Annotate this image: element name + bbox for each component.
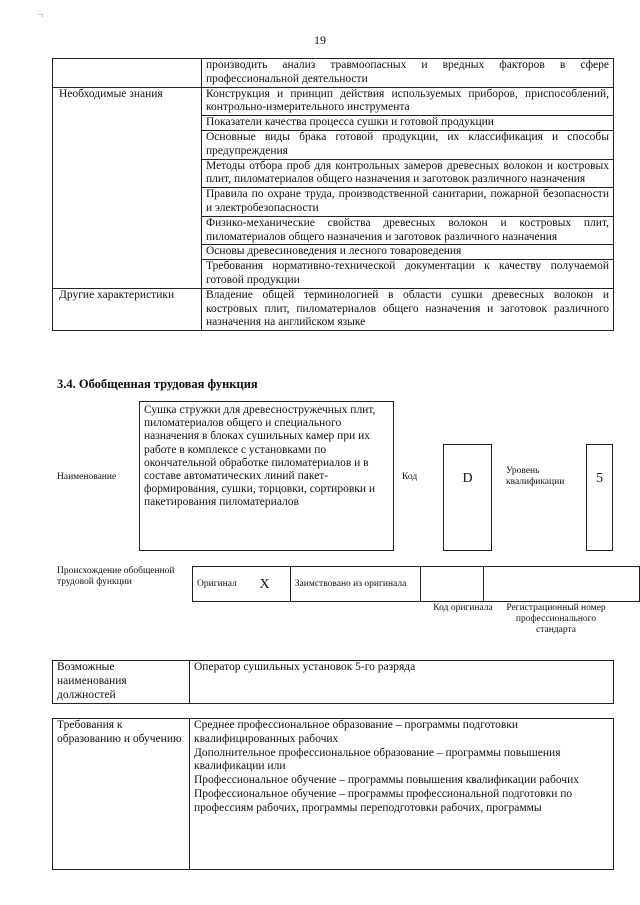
- original-label: Оригинал: [193, 567, 256, 602]
- scan-mark: ¬: [38, 10, 44, 20]
- education-lines: [190, 719, 614, 870]
- level-value: 5: [586, 444, 613, 551]
- other-label: Другие характеристики: [53, 288, 202, 330]
- positions-label: Возможные наименования должностей: [53, 661, 190, 704]
- knowledge-item: Конструкция и принцип действия используемых приборов, приспособлений, контрольно-измерительного инструмента: [202, 87, 614, 116]
- knowledge-item: Правила по охране труда, производственной санитарии, пожарной безопасности и электробезопасности: [202, 188, 614, 217]
- page-number: 19: [314, 33, 326, 47]
- positions-table: [52, 660, 614, 704]
- knowledge-item: Требования нормативно-технической документации к качеству получаемой готовой продукции: [202, 260, 614, 289]
- education-line: Дополнительное профессиональное образование – программы повышения квалификации или: [194, 746, 561, 773]
- reg-number-cell: [484, 567, 640, 602]
- education-line: Среднее профессиональное образование – программы подготовки квалифицированных рабочих: [194, 719, 519, 745]
- knowledge-item: Основы древесиноведения и лесного товароведения: [202, 245, 614, 260]
- knowledge-label: Необходимые знания: [53, 87, 202, 288]
- origin-table: [192, 566, 640, 602]
- section-title: 3.4. Обобщенная трудовая функция: [57, 377, 258, 391]
- positions-value: Оператор сушильных установок 5-го разряда: [190, 661, 614, 704]
- knowledge-item: Основные виды брака готовой продукции, их классификация и способы предупреждения: [202, 130, 614, 159]
- knowledge-table: [52, 58, 614, 331]
- original-code-cell: [420, 567, 483, 602]
- original-mark: X: [255, 567, 290, 602]
- origin-label: Происхождение обобщенной трудовой функции: [57, 566, 175, 587]
- education-table: [52, 718, 614, 870]
- level-label: Уровень квалификации: [506, 466, 565, 487]
- other-text: Владение общей терминологией в области сушки древесных волокон и костровых плит, пиломатериалов общего назначения и заготовок различного назначения на английском языке: [202, 288, 614, 330]
- education-label: Требования к образованию и обучению: [53, 719, 190, 870]
- name-label: Наименование: [57, 472, 117, 482]
- knowledge-item: Показатели качества процесса сушки и готовой продукции: [202, 116, 614, 131]
- education-line: Профессиональное обучение – программы профессиональной подготовки по профессиям рабочих, программы переподготовки рабочих, программы: [194, 787, 573, 814]
- code-label: Код: [402, 472, 418, 482]
- code-caption: Код оригинала: [433, 603, 493, 613]
- code-value: D: [443, 444, 492, 551]
- reg-caption: Регистрационный номер профессионального стандарта: [506, 603, 606, 635]
- knowledge-item: Методы отбора проб для контрольных замеров древесных волокон и костровых плит, пиломатериалов общего назначения и заготовок различного назначения: [202, 159, 614, 188]
- table-cell: [53, 59, 202, 88]
- continuation-text: производить анализ травмоопасных и вредных факторов в сфере профессиональной деятельности: [202, 59, 614, 88]
- borrowed-label: Заимствовано из оригинала: [290, 567, 420, 602]
- education-line: Профессиональное обучение – программы повышения квалификации рабочих: [194, 774, 579, 787]
- function-name: Сушка стружки для древесностружечных плит, пиломатериалов общего и специального назначения в блоках сушильных камер при их работе в комплексе с установками по окончательной обработке пиломатериалов и в составе автоматических линий пакет-формирования, сушки, торцовки, сортировки и пакетирования пиломатериалов: [139, 401, 394, 551]
- knowledge-item: Физико-механические свойства древесных волокон и костровых плит, пиломатериалов общего назначения и заготовок различного назначения: [202, 216, 614, 245]
